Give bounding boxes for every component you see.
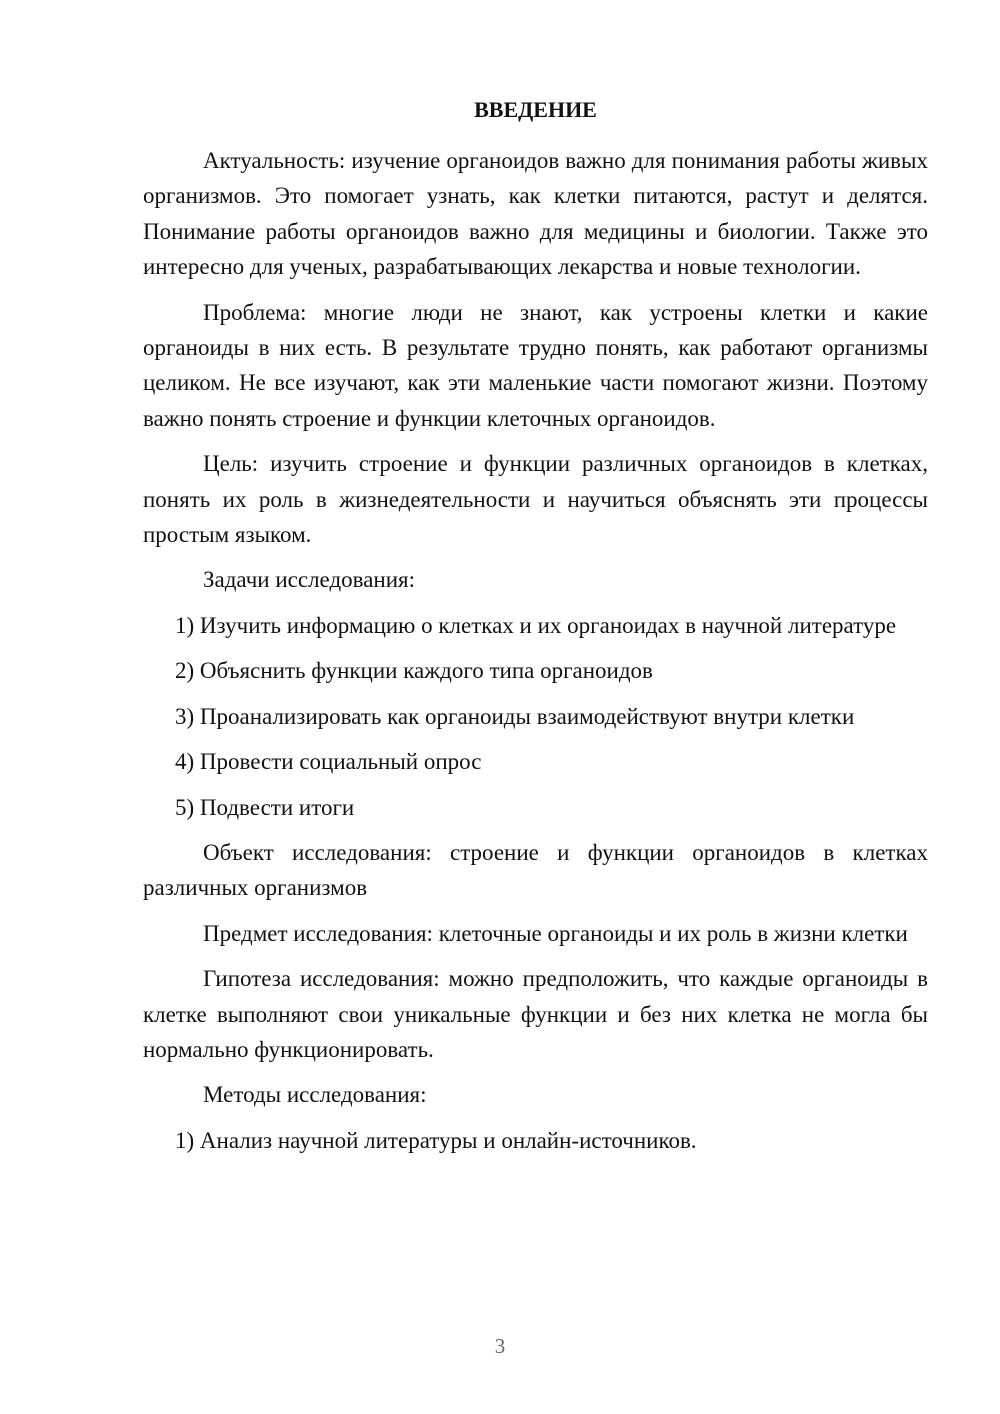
page-title: ВВЕДЕНИЕ (474, 97, 597, 122)
paragraph-relevance: Актуальность: изучение органоидов важно для понимания работы живых организмов. Это помогает узнать, как клетки питаются, растут и делятся. Понимание работы органоидов важно для медицины и биологии. Также это интересно для ученых, разрабатывающих лекарства и новые технологии. (143, 148, 928, 280)
paragraph-object: Объект исследования: строение и функции органоидов в клетках различных организмов (143, 839, 928, 901)
paragraph-methods-title: Методы исследования: (203, 1082, 427, 1108)
paragraph-tasks-title: Задачи исследования: (203, 567, 416, 593)
list-item: 1) Изучить информацию о клетках и их органоидах в научной литературе (175, 612, 897, 638)
paragraph-subject: Предмет исследования: клеточные органоиды и их роль в жизни клетки (203, 920, 908, 946)
page-number: 3 (494, 1334, 506, 1358)
list-item: 3) Проанализировать как органоиды взаимодействуют внутри клетки (175, 703, 855, 729)
paragraph-hypothesis: Гипотеза исследования: можно предположить, что каждые органоиды в клетке выполняют свои уникальные функции и без них клетка не могла бы нормально функционировать. (143, 966, 928, 1062)
methods-list (143, 1123, 928, 1158)
tasks-list (143, 608, 928, 825)
list-item: 4) Провести социальный опрос (175, 749, 482, 775)
document-page (143, 94, 928, 1168)
list-item: 5) Подвести итоги (175, 794, 355, 820)
list-item: 2) Объяснить функции каждого типа органоидов (175, 658, 653, 684)
paragraph-goal: Цель: изучить строение и функции различных органоидов в клетках, понять их роль в жизнедеятельности и научиться объяснять эти процессы простым языком. (143, 451, 928, 548)
list-item: 1) Анализ научной литературы и онлайн-источников. (175, 1127, 697, 1153)
paragraph-problem: Проблема: многие люди не знают, как устроены клетки и какие органоиды в них есть. В результате трудно понять, как работают организмы целиком. Не все изучают, как эти маленькие части помогают жизни. Поэтому важно понять строение и функции клеточных органоидов. (143, 299, 928, 431)
